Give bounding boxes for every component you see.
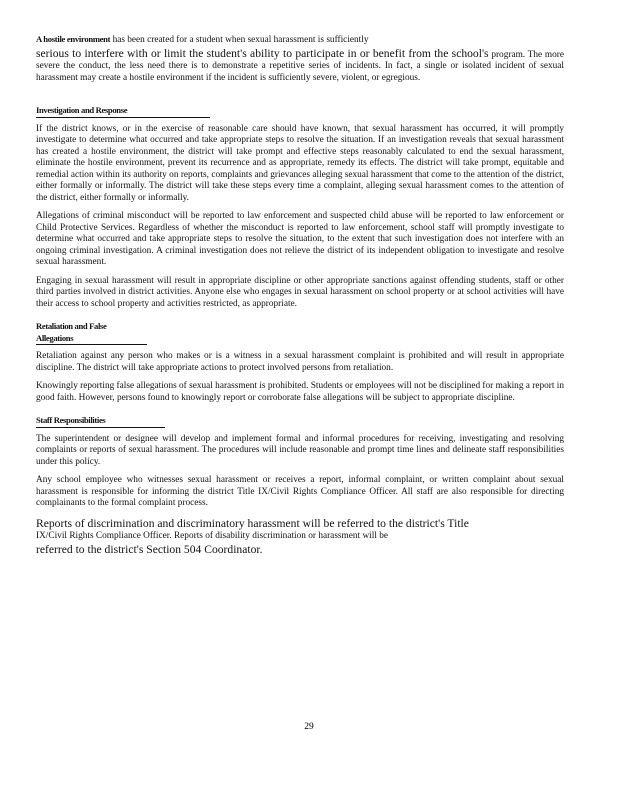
- page-number: 29: [304, 722, 314, 732]
- staff-p3-line-2: IX/Civil Rights Compliance Officer. Reports of disability discrimination or harassment will be: [36, 531, 389, 541]
- heading-investigation: Investigation and Response: [36, 105, 210, 118]
- staff-paragraph-2: Any school employee who witnesses sexual harassment or receives a report, informal complaint, or written complaint about sexual harassment is responsible for informing the district Title IX/Civil Rights Compliance Officer. All staff are also responsible for directing complainants to the formal complaint process.: [36, 475, 564, 508]
- intro-line-3: program. The more severe the conduct, the less need there is to demonstrate a repetitive series of incidents. In fact, a single or isolated incident of sexual harassment may create a hostile environment if the incident is sufficiently severe, violent, or egregious.: [36, 49, 564, 83]
- staff-paragraph-3: [36, 517, 564, 558]
- staff-p3-line-3: referred to the district's Section 504 Coordinator.: [36, 542, 263, 556]
- policy-page: [36, 34, 564, 564]
- investigation-paragraph-3: Engaging in sexual harassment will result in appropriate discipline or other appropriate sanctions against offending students, staff or other third parties involved in district activities. Anyone else who engages in sexual harassment on school property or at school activities will have their access to school property and activities restricted, as appropriate.: [36, 275, 564, 309]
- intro-line-2: serious to interfere with or limit the student's ability to participate in or benefit from the school's: [36, 46, 489, 60]
- staff-paragraph-1: The superintendent or designee will develop and implement formal and informal procedures for receiving, investigating and resolving complaints or reports of sexual harassment. The procedures will include reasonable and prompt time lines and delineate staff responsibilities under this policy.: [36, 433, 564, 467]
- staff-p3-line-1: Reports of discrimination and discriminatory harassment will be referred to the district's Title: [36, 516, 469, 530]
- investigation-paragraph-1: If the district knows, or in the exercise of reasonable care should have known, that sexual harassment has occurred, it will promptly investigate to determine what occurred and take appropriate steps to resolve the situation. If an investigation reveals that sexual harassment has created a hostile environment, the district will take prompt and effective steps reasonably calculated to end the sexual harassment, eliminate the hostile environment, prevent its recurrence and as appropriate, remedy its effects. The district will take prompt, equitable and remedial action within its authority on reports, complaints and grievances alleging sexual harassment that come to the attention of the district, either formally or informally. The district will take these steps every time a complaint, alleging sexual harassment comes to the attention of the district, either formally or informally.: [36, 123, 564, 203]
- heading-staff: Staff Responsibilities: [36, 415, 165, 428]
- investigation-paragraph-2: Allegations of criminal misconduct will be reported to law enforcement and suspected child abuse will be reported to law enforcement or Child Protective Services. Regardless of whether the misconduct is reported to law enforcement, school staff will promptly investigate to determine what occurred and take appropriate steps to resolve the situation, to the extent that such investigation does not interfere with an ongoing criminal investigation. A criminal investigation does not relieve the district of its independent obligation to investigate and resolve sexual harassment.: [36, 211, 564, 267]
- heading-retaliation: Retaliation and False Allegations: [36, 321, 147, 345]
- intro-lead: A hostile environment: [36, 34, 111, 44]
- retaliation-paragraph-2: Knowingly reporting false allegations of sexual harassment is prohibited. Students or employees will not be disciplined for making a report in good faith. However, persons found to knowingly report or corroborate false allegations will be subject to appropriate discipline.: [36, 381, 565, 403]
- retaliation-paragraph-1: Retaliation against any person who makes or is a witness in a sexual harassment complaint is prohibited and will result in appropriate discipline. The district will take appropriate actions to protect involved persons from retaliation.: [36, 351, 564, 373]
- intro-line-1: has been created for a student when sexual harassment is sufficiently: [112, 35, 369, 45]
- intro-paragraph: [36, 34, 564, 84]
